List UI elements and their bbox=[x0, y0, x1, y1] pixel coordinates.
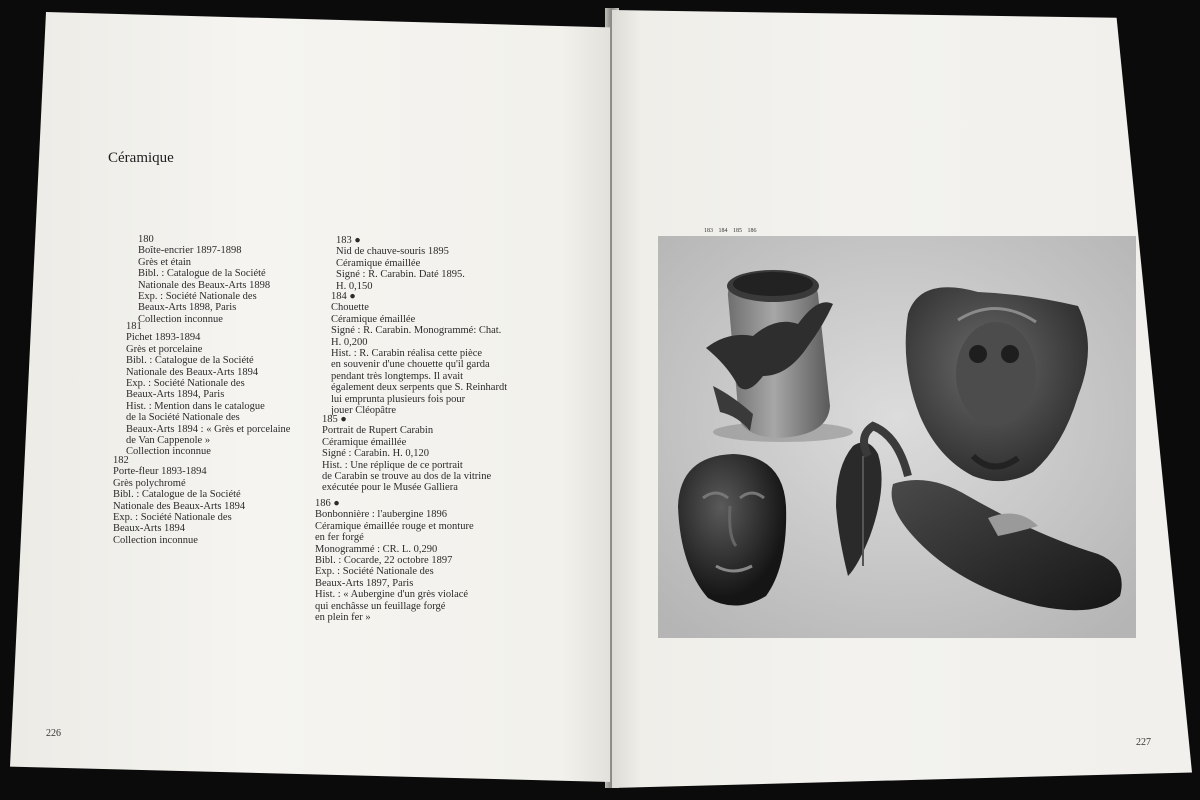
entry-line: Grès polychromé bbox=[113, 477, 186, 489]
entry-line: Bonbonnière : l'aubergine 1896 bbox=[315, 509, 448, 521]
page-number-left: 226 bbox=[46, 728, 61, 739]
entry-line: Bibl. : Catalogue de la Société bbox=[113, 489, 241, 501]
entry-line: Bibl. : Cocarde, 22 octobre 1897 bbox=[315, 555, 453, 567]
entry-line: Nationale des Beaux-Arts 1894 bbox=[126, 366, 259, 378]
entry-line: de Carabin se trouve au dos de la vitrine bbox=[322, 471, 492, 483]
entry-line: Hist. : Une réplique de ce portrait bbox=[322, 459, 463, 471]
entry-line: Nid de chauve-souris 1895 bbox=[336, 246, 449, 258]
entry-line: qui enchâsse un feuillage forgé bbox=[315, 600, 446, 612]
entry-line: en fer forgé bbox=[315, 532, 364, 544]
entry-line: Beaux-Arts 1897, Paris bbox=[315, 577, 414, 589]
entry-line: Hist. : « Aubergine d'un grès violacé bbox=[315, 589, 469, 601]
catalogue-entry-181 bbox=[126, 321, 290, 458]
entry-line: Grès et étain bbox=[138, 256, 192, 268]
entry-number: 184 ● bbox=[331, 291, 356, 302]
catalogue-entry-184 bbox=[331, 291, 507, 416]
entry-line: Nationale des Beaux-Arts 1894 bbox=[113, 500, 246, 512]
entry-line: H. 0,150 bbox=[336, 280, 373, 292]
entry-number: 182 bbox=[113, 455, 129, 466]
entry-line: Exp. : Société Nationale des bbox=[315, 566, 434, 578]
entry-line: Hist. : Mention dans le catalogue bbox=[126, 400, 265, 412]
photo-captions: 183 184 185 186 bbox=[704, 228, 757, 234]
entry-line: en plein fer » bbox=[315, 612, 371, 624]
entry-line: de la Société Nationale des bbox=[126, 412, 240, 424]
entry-line: Beaux-Arts 1894 bbox=[113, 523, 186, 535]
entry-line: Portrait de Rupert Carabin bbox=[322, 425, 434, 437]
catalogue-entry-185 bbox=[322, 414, 491, 494]
entry-line: Beaux-Arts 1898, Paris bbox=[138, 302, 237, 314]
entry-line: Chouette bbox=[331, 302, 369, 314]
entry-line: pendant très longtemps. Il avait bbox=[331, 370, 464, 382]
entry-line: également deux serpents que S. Reinhardt bbox=[331, 382, 508, 394]
entry-line: Pichet 1893-1894 bbox=[126, 332, 201, 344]
entry-line: Céramique émaillée bbox=[336, 257, 421, 269]
entry-line: Signé : Carabin. H. 0,120 bbox=[322, 448, 430, 460]
entry-line: jouer Cléopâtre bbox=[331, 405, 397, 417]
entry-line: Collection inconnue bbox=[113, 534, 198, 546]
entry-line: Exp. : Société Nationale des bbox=[113, 512, 232, 524]
entry-line: Bibl. : Catalogue de la Société bbox=[138, 268, 266, 280]
left-page bbox=[10, 12, 610, 782]
entry-line: Céramique émaillée bbox=[322, 436, 407, 448]
entry-line: Hist. : R. Carabin réalisa cette pièce bbox=[331, 348, 483, 360]
ceramics-photograph bbox=[658, 236, 1136, 638]
entry-line: Monogrammé : CR. L. 0,290 bbox=[315, 543, 438, 555]
entry-line: en souvenir d'une chouette qu'il garda bbox=[331, 359, 490, 371]
entry-line: Exp. : Société Nationale des bbox=[138, 291, 257, 303]
catalogue-entry-186 bbox=[315, 498, 474, 623]
entry-line: H. 0,200 bbox=[331, 336, 368, 348]
entry-number: 180 bbox=[138, 234, 154, 245]
entry-line: Exp. : Société Nationale des bbox=[126, 378, 245, 390]
entry-line: Porte-fleur 1893-1894 bbox=[113, 466, 207, 478]
entry-line: Signé : R. Carabin. Monogrammé: Chat. bbox=[331, 325, 502, 337]
entry-line: Nationale des Beaux-Arts 1898 bbox=[138, 279, 271, 291]
entry-line: Collection inconnue bbox=[138, 313, 223, 325]
entry-line: Signé : R. Carabin. Daté 1895. bbox=[336, 269, 465, 281]
entry-line: Céramique émaillée rouge et monture bbox=[315, 520, 474, 532]
page-number-right: 227 bbox=[1136, 737, 1151, 748]
entry-number: 186 ● bbox=[315, 498, 340, 509]
section-title: Céramique bbox=[108, 150, 174, 166]
entry-line: Collection inconnue bbox=[126, 446, 211, 458]
catalogue-entry-182 bbox=[113, 455, 245, 546]
entry-line: Bibl. : Catalogue de la Société bbox=[126, 355, 254, 367]
entry-line: Boîte-encrier 1897-1898 bbox=[138, 245, 242, 257]
entry-line: de Van Cappenole » bbox=[126, 435, 211, 447]
entry-line: lui emprunta plusieurs fois pour bbox=[331, 393, 466, 405]
entry-line: Beaux-Arts 1894 : « Grès et porcelaine bbox=[126, 423, 291, 435]
entry-number: 181 bbox=[126, 321, 142, 332]
entry-number: 185 ● bbox=[322, 414, 347, 425]
catalogue-entry-180 bbox=[138, 234, 270, 325]
catalogue-entry-183 bbox=[336, 235, 465, 292]
entry-line: Céramique émaillée bbox=[331, 313, 416, 325]
entry-number: 183 ● bbox=[336, 235, 361, 246]
entry-line: Grès et porcelaine bbox=[126, 343, 203, 355]
entry-line: exécutée pour le Musée Galliera bbox=[322, 482, 458, 494]
entry-line: Beaux-Arts 1894, Paris bbox=[126, 389, 225, 401]
